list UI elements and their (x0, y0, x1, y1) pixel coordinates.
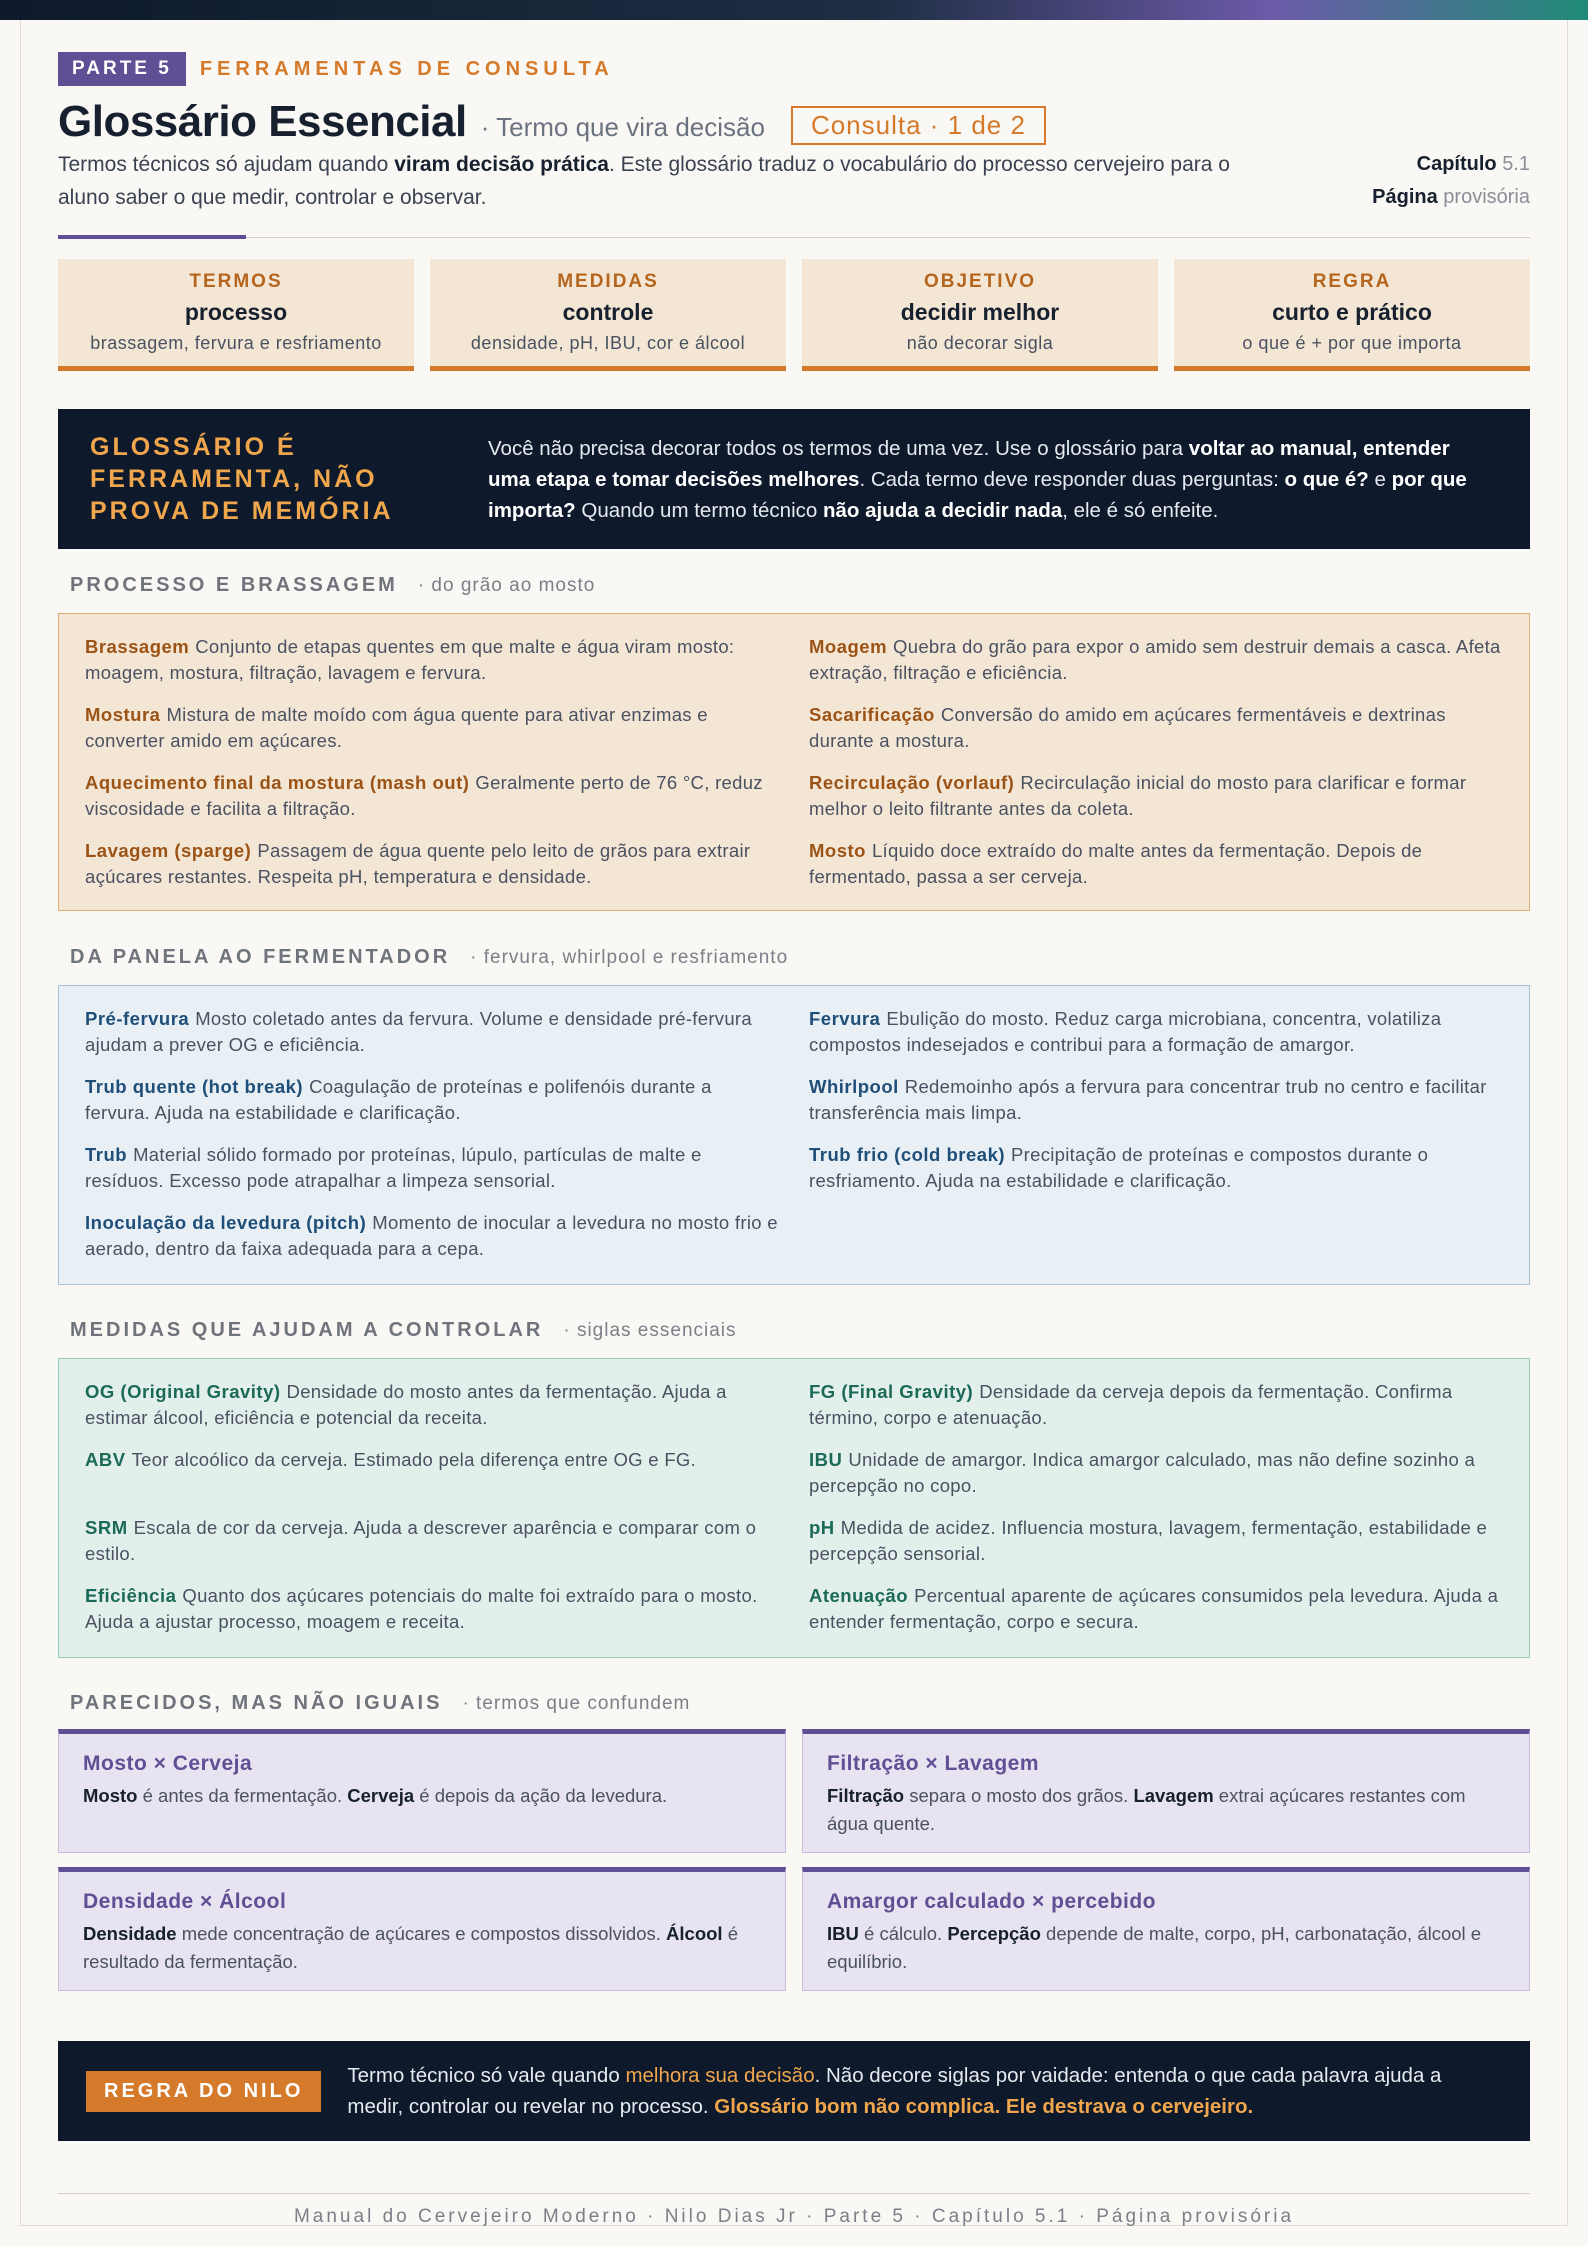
summary-card: TERMOS processo brassagem, fervura e resfriamento (58, 259, 414, 371)
term-item: pH Medida de acidez. Influencia mostura, lavagem, fermentação, estabilidade e percepção sensorial. (809, 1517, 1488, 1564)
summary-card: OBJETIVO decidir melhor não decorar sigla (802, 259, 1158, 371)
terms-box (58, 985, 1530, 1285)
pair-card: Amargor calculado × percebido IBU é cálculo. Percepção depende de malte, corpo, pH, carbonatação, álcool e equilíbrio. (802, 1867, 1530, 1991)
intro-text: Termos técnicos só ajudam quando viram decisão prática. Este glossário traduz o vocabulário do processo cervejeiro para o aluno saber o que medir, controlar e observar. (58, 153, 1230, 209)
term-item: Fervura Ebulição do mosto. Reduz carga microbiana, concentra, volatiliza compostos indesejados e contribui para a formação de amargor. (809, 1008, 1442, 1055)
term-item: Trub quente (hot break) Coagulação de proteínas e polifenóis durante a fervura. Ajuda na estabilidade e clarificação. (85, 1076, 712, 1123)
banner-title: GLOSSÁRIO É FERRAMENTA, NÃO PROVA DE MEMÓRIA (90, 433, 394, 525)
section-medidas (58, 1319, 1530, 1658)
page-title: Glossário Essencial (58, 97, 467, 146)
pair-card: Mosto × Cerveja Mosto é antes da fermentação. Cerveja é depois da ação da levedura. (58, 1729, 786, 1853)
pair-card: Densidade × Álcool Densidade mede concentração de açúcares e compostos dissolvidos. Álcool é resultado da fermentação. (58, 1867, 786, 1991)
page-footer: Manual do Cervejeiro Moderno · Nilo Dias Jr · Parte 5 · Capítulo 5.1 · Página provisória (293, 2206, 1295, 2227)
term-item: ABV Teor alcoólico da cerveja. Estimado pela diferença entre OG e FG. (85, 1449, 697, 1470)
term-item: OG (Original Gravity) Densidade do mosto antes da fermentação. Ajuda a estimar álcool, eficiência e potencial da receita. (85, 1381, 727, 1428)
term-item: Atenuação Percentual aparente de açúcares consumidos pela levedura. Ajuda a entender fermentação, corpo e secura. (809, 1585, 1499, 1632)
top-gradient-bar (0, 0, 1588, 20)
banner-text: Você não precisa decorar todos os termos de uma vez. Use o glossário para voltar ao manual, entender uma etapa e tomar decisões melhores. Cada termo deve responder duas perguntas: o que é? e por que importa? Quando um termo técnico não ajuda a decidir nada, ele é só enfeite. (488, 436, 1467, 522)
section-heading: DA PANELA AO FERMENTADOR · fervura, whirlpool e resfriamento (70, 946, 789, 968)
chapter-label: Capítulo (1416, 153, 1497, 175)
term-item: Whirlpool Redemoinho após a fervura para concentrar trub no centro e facilitar transferência mais limpa. (809, 1076, 1487, 1123)
term-item: FG (Final Gravity) Densidade da cerveja depois da fermentação. Confirma término, corpo e atenuação. (809, 1381, 1453, 1428)
consulta-badge: Consulta · 1 de 2 (791, 106, 1046, 145)
term-item: Trub Material sólido formado por proteínas, lúpulo, partículas de malte e resíduos. Excesso pode atrapalhar a limpeza sensorial. (85, 1144, 702, 1191)
divider-accent (58, 235, 246, 239)
summary-card: REGRA curto e prático o que é + por que importa (1174, 259, 1530, 371)
section-heading: PROCESSO E BRASSAGEM · do grão ao mosto (70, 574, 596, 596)
summary-cards (58, 259, 1530, 371)
term-item: Brassagem Conjunto de etapas quentes em que malte e água viram mosto: moagem, mostura, filtração, lavagem e fervura. (85, 636, 735, 683)
page-subtitle: · Termo que vira decisão (480, 111, 765, 142)
terms-box (58, 1358, 1530, 1658)
chapter-info: Capítulo 5.1 Página provisória (1372, 153, 1530, 208)
rule-text: Termo técnico só vale quando melhora sua decisão. Não decore siglas por vaidade: entenda o que cada palavra ajuda a medir, controlar ou revelar no processo. Glossário bom não complica. Ele destrava o cervejeiro. (347, 2064, 1442, 2118)
summary-card: MEDIDAS controle densidade, pH, IBU, cor e álcool (430, 259, 786, 371)
rule-banner (58, 2041, 1530, 2141)
term-item: Mostura Mistura de malte moído com água quente para ativar enzimas e converter amido em açúcares. (85, 704, 708, 751)
term-item: IBU Unidade de amargor. Indica amargor calculado, mas não define sozinho a percepção no copo. (809, 1449, 1476, 1496)
term-item: Lavagem (sparge) Passagem de água quente pelo leito de grãos para extrair açúcares restantes. Respeita pH, temperatura e densidade. (85, 840, 751, 887)
term-item: Sacarificação Conversão do amido em açúcares fermentáveis e dextrinas durante a mostura. (809, 704, 1446, 751)
term-item: Recirculação (vorlauf) Recirculação inicial do mosto para clarificar e formar melhor o leito filtrante antes da coleta. (809, 772, 1467, 819)
page-header (58, 52, 1530, 150)
term-item: Inoculação da levedura (pitch) Momento de inocular a levedura no mosto frio e aerado, dentro da faixa adequada para a cepa. (85, 1212, 778, 1259)
pairs-grid (58, 1729, 1530, 1991)
terms-box (58, 613, 1530, 911)
term-item: Moagem Quebra do grão para expor o amido sem destruir demais a casca. Afeta extração, filtração e eficiência. (809, 636, 1501, 683)
footer-divider (58, 2193, 1530, 2194)
term-item: Trub frio (cold break) Precipitação de proteínas e compostos durante o resfriamento. Ajuda na estabilidade e clarificação. (809, 1144, 1429, 1191)
term-item: Eficiência Quanto dos açúcares potenciais do malte foi extraído para o mosto. Ajuda a ajustar processo, moagem e receita. (85, 1585, 758, 1632)
term-item: Aquecimento final da mostura (mash out) Geralmente perto de 76 °C, reduz viscosidade e facilita a filtração. (85, 772, 763, 819)
page-label: Página (1372, 186, 1438, 208)
section-heading: MEDIDAS QUE AJUDAM A CONTROLAR · siglas essenciais (70, 1319, 737, 1341)
part-title: FERRAMENTAS DE CONSULTA (199, 57, 614, 80)
term-item: Pré-fervura Mosto coletado antes da fervura. Volume e densidade pré-fervura ajudam a prever OG e eficiência. (85, 1008, 752, 1055)
section-processo (58, 574, 1530, 911)
section-pares (58, 1692, 1530, 1991)
section-heading: PARECIDOS, MAS NÃO IGUAIS · termos que confundem (70, 1692, 691, 1714)
term-item: SRM Escala de cor da cerveja. Ajuda a descrever aparência e comparar com o estilo. (85, 1517, 757, 1564)
glossary-banner (58, 409, 1530, 549)
rule-badge: REGRA DO NILO (86, 2071, 321, 2112)
term-item: Mosto Líquido doce extraído do malte antes da fermentação. Depois de fermentado, passa a ser cerveja. (809, 840, 1423, 887)
pair-card: Filtração × Lavagem Filtração separa o mosto dos grãos. Lavagem extrai açúcares restantes com água quente. (802, 1729, 1530, 1853)
part-badge: PARTE 5 (58, 52, 186, 86)
divider (58, 237, 1530, 238)
section-panela (58, 946, 1530, 1285)
